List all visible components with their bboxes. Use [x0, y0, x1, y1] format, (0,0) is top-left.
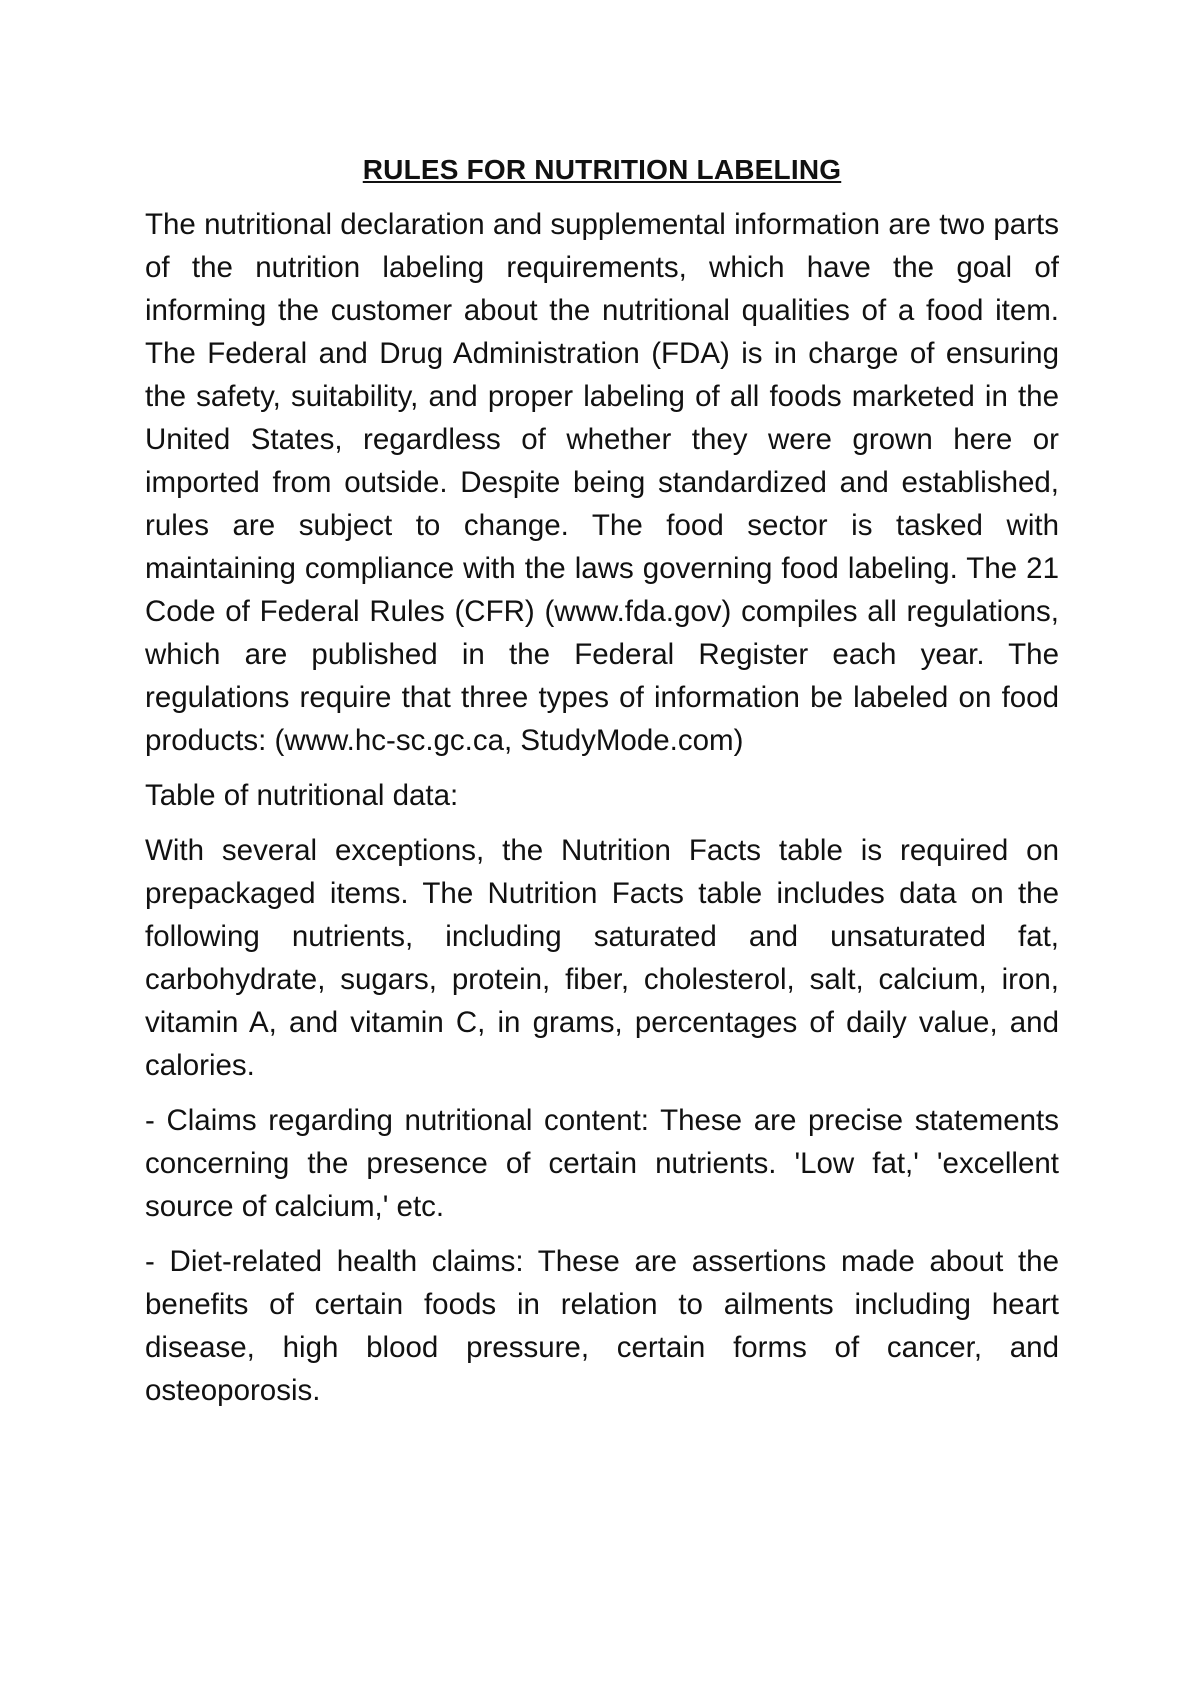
paragraph-nutrition-facts: With several exceptions, the Nutrition Facts table is required on prepackaged items. The Nutrition Facts table includes data on the following nutrients, including saturated and unsaturated fat, carbohydrate, sugars, protein, fiber, cholesterol, salt, calcium, iron, vitamin A, and vitamin C, in grams, percentages of daily value, and calories. — [145, 834, 1059, 1082]
paragraph-intro: The nutritional declaration and supplemental information are two parts of the nutrition labeling requirements, which have the goal of informing the customer about the nutritional qualities of a food item. The Federal and Drug Administration (FDA) is in charge of ensuring the safety, suitability, and proper labeling of all foods marketed in the United States, regardless of whether they were grown here or imported from outside. Despite being standardized and established, rules are subject to change. The food sector is tasked with maintaining compliance with the laws governing food labeling. The 21 Code of Federal Rules (CFR) (www.fda.gov) compiles all regulations, which are published in the Federal Register each year. The regulations require that three types of information be labeled on food products: (www.hc-sc.gc.ca, StudyMode.com) — [145, 208, 1059, 757]
paragraph-health-claims: - Diet-related health claims: These are assertions made about the benefits of certain foods in relation to ailments including heart disease, high blood pressure, certain forms of cancer, and osteoporosis. — [145, 1245, 1059, 1407]
paragraph-table-heading: Table of nutritional data: — [145, 779, 459, 812]
document-title: RULES FOR NUTRITION LABELING — [362, 154, 842, 185]
paragraph-nutrient-claims: - Claims regarding nutritional content: These are precise statements concerning the presence of certain nutrients. 'Low fat,' 'excellent source of calcium,' etc. — [145, 1104, 1059, 1223]
document-body — [145, 148, 1059, 1424]
